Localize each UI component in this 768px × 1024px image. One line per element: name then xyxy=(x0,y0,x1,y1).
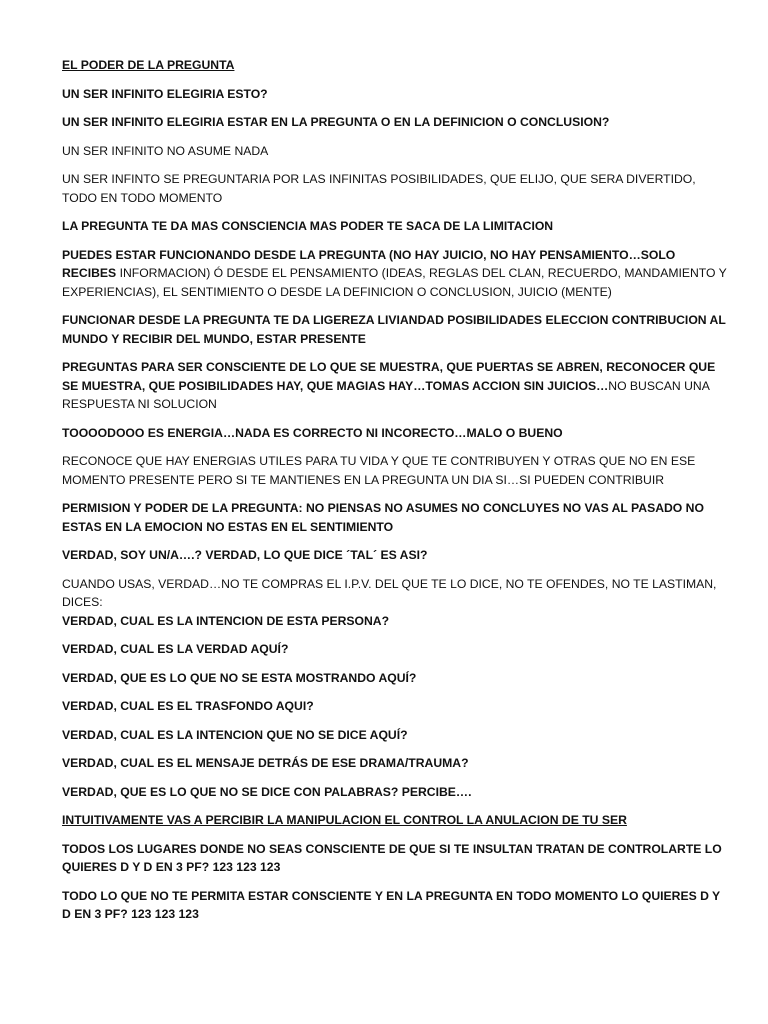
paragraph-13-normal: CUANDO USAS, VERDAD…NO TE COMPRAS EL I.P.V. DEL QUE TE LO DICE, NO TE OFENDES, NO TE LASTIMAN, DICES: xyxy=(62,576,717,609)
paragraph-7: FUNCIONAR DESDE LA PREGUNTA TE DA LIGEREZA LIVIANDAD POSIBILIDADES ELECCION CONTRIBUCION AL MUNDO Y RECIBIR DEL MUNDO, ESTAR PRESENTE xyxy=(62,313,726,346)
paragraph-12: VERDAD, SOY UN/A….? VERDAD, LO QUE DICE ´TAL´ ES ASI? xyxy=(62,548,428,562)
paragraph-2: UN SER INFINITO ELEGIRIA ESTAR EN LA PREGUNTA O EN LA DEFINICION O CONCLUSION? xyxy=(62,115,610,129)
paragraph-13-bold: VERDAD, CUAL ES LA INTENCION DE ESTA PERSONA? xyxy=(62,613,390,628)
paragraph-1: UN SER INFINITO ELEGIRIA ESTO? xyxy=(62,86,268,101)
document-page xyxy=(62,56,730,934)
document-title: EL PODER DE LA PREGUNTA xyxy=(62,58,235,72)
paragraph-13 xyxy=(62,575,730,631)
paragraph-6-rest: INFORMACION) Ó DESDE EL PENSAMIENTO (IDEAS, REGLAS DEL CLAN, RECUERDO, MANDAMIENTO Y EXPERIENCIAS), EL SENTIMIENTO O DESDE LA DEFINICION O CONCLUSION, JUICIO (MENTE) xyxy=(62,266,727,299)
paragraph-9: TOOOODOOO ES ENERGIA…NADA ES CORRECTO NI INCORECTO…MALO O BUENO xyxy=(62,425,563,440)
paragraph-8-rest: NO BUSCAN UNA RESPUESTA NI SOLUCION xyxy=(62,378,710,411)
paragraph-10: RECONOCE QUE HAY ENERGIAS UTILES PARA TU VIDA Y QUE TE CONTRIBUYEN Y OTRAS QUE NO EN ESE MOMENTO PRESENTE PERO SI TE MANTIENES EN LA PREGUNTA UN DIA SI…SI PUEDEN CONTRIBUIR xyxy=(62,454,696,487)
paragraph-22: TODO LO QUE NO TE PERMITA ESTAR CONSCIENTE Y EN LA PREGUNTA EN TODO MOMENTO LO QUIERES D Y D EN 3 PF? 123 123 123 xyxy=(62,888,720,921)
paragraph-3: UN SER INFINITO NO ASUME NADA xyxy=(62,143,269,158)
paragraph-17: VERDAD, CUAL ES LA INTENCION QUE NO SE DICE AQUÍ? xyxy=(62,727,408,742)
paragraph-11: PERMISION Y PODER DE LA PREGUNTA: NO PIENSAS NO ASUMES NO CONCLUYES NO VAS AL PASADO NO ESTAS EN LA EMOCION NO ESTAS EN EL SENTIMIENTO xyxy=(62,501,704,534)
paragraph-6 xyxy=(62,246,730,302)
paragraph-21: TODOS LOS LUGARES DONDE NO SEAS CONSCIENTE DE QUE SI TE INSULTAN TRATAN DE CONTROLARTE LO QUIERES D Y D EN 3 PF? 123 123 123 xyxy=(62,841,722,874)
paragraph-5: LA PREGUNTA TE DA MAS CONSCIENCIA MAS PODER TE SACA DE LA LIMITACION xyxy=(62,219,554,233)
paragraph-8 xyxy=(62,358,730,414)
paragraph-4: UN SER INFINTO SE PREGUNTARIA POR LAS INFINITAS POSIBILIDADES, QUE ELIJO, QUE SERA DIVERTIDO, TODO EN TODO MOMENTO xyxy=(62,172,696,205)
paragraph-18: VERDAD, CUAL ES EL MENSAJE DETRÁS DE ESE DRAMA/TRAUMA? xyxy=(62,756,469,770)
paragraph-14: VERDAD, CUAL ES LA VERDAD AQUÍ? xyxy=(62,642,289,656)
paragraph-19: VERDAD, QUE ES LO QUE NO SE DICE CON PALABRAS? PERCIBE…. xyxy=(62,784,472,799)
paragraph-16: VERDAD, CUAL ES EL TRASFONDO AQUI? xyxy=(62,699,314,713)
paragraph-15: VERDAD, QUE ES LO QUE NO SE ESTA MOSTRANDO AQUÍ? xyxy=(62,670,417,685)
paragraph-8-bold: PREGUNTAS PARA SER CONSCIENTE DE LO QUE SE MUESTRA, QUE PUERTAS SE ABREN, RECONOCER QUE SE MUESTRA, QUE POSIBILIDADES HAY, QUE MAGIAS HAY…TOMAS ACCION SIN JUICIOS… xyxy=(62,360,716,393)
paragraph-6-bold: PUEDES ESTAR FUNCIONANDO DESDE LA PREGUNTA (NO HAY JUICIO, NO HAY PENSAMIENTO…SOLO RECIBES xyxy=(62,247,676,280)
paragraph-20: INTUITIVAMENTE VAS A PERCIBIR LA MANIPULACION EL CONTROL LA ANULACION DE TU SER xyxy=(62,813,627,827)
